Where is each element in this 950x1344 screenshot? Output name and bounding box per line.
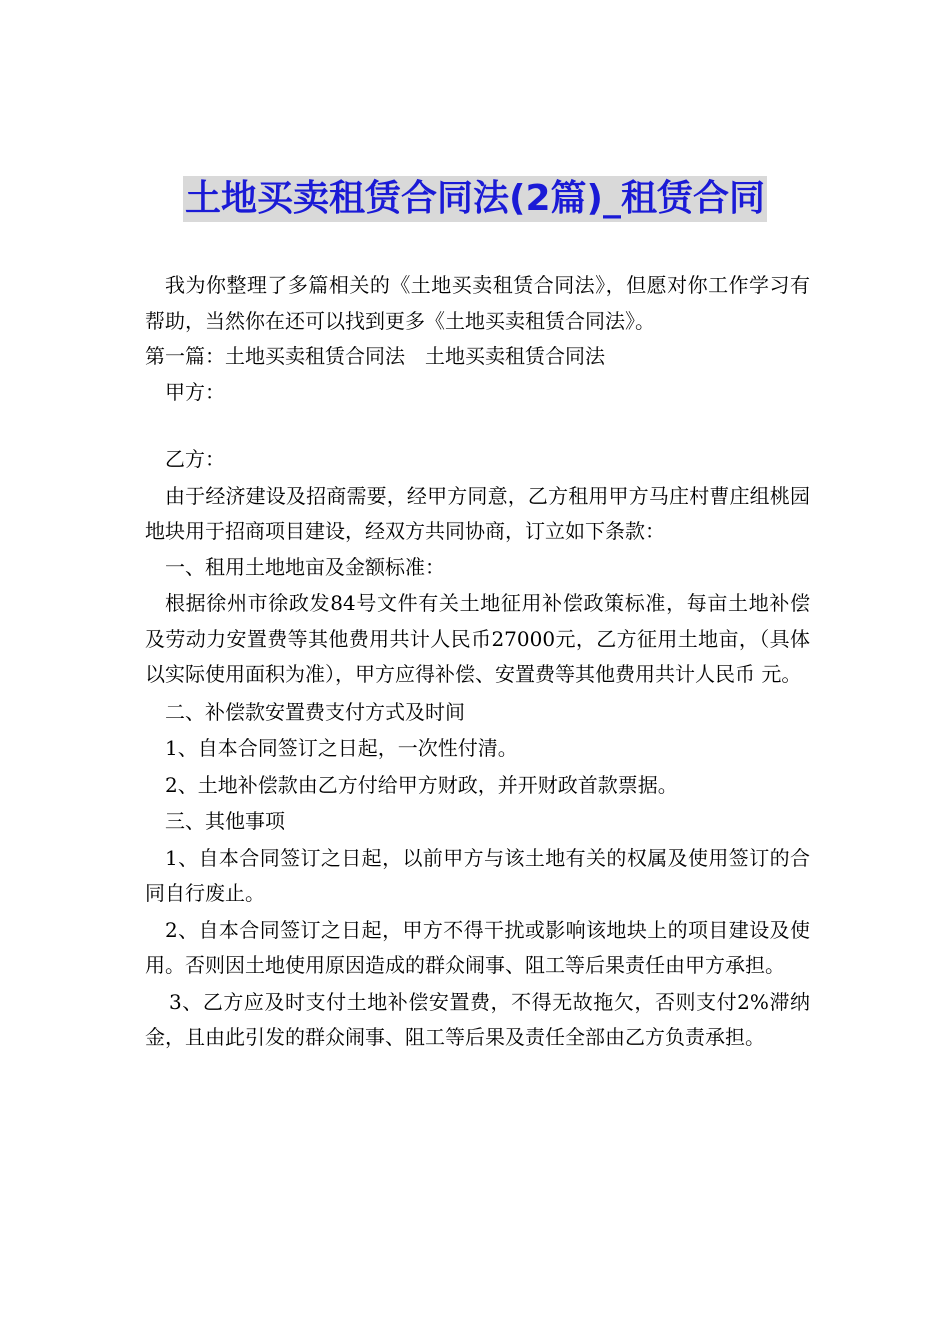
section-heading-first: 第一篇：土地买卖租赁合同法 土地买卖租赁合同法 (145, 344, 605, 368)
clause-1-body: 根据徐州市徐政发84号文件有关土地征用补偿政策标准，每亩土地补偿及劳动力安置费等其他费用共计人民币27000元，乙方征用土地亩，（具体以实际使用面积为准），甲方应得补偿、安置费等其他费用共计人民币 元。 (145, 591, 810, 686)
clause-2-item-1: 1、自本合同签订之日起，一次性付清。 (165, 736, 518, 760)
clause-heading-3: 三、其他事项 (165, 809, 285, 833)
clause-3-item-1: 1、自本合同签订之日起，以前甲方与该土地有关的权属及使用签订的合同自行废止。 (145, 845, 810, 905)
clause-2-item-2: 2、土地补偿款由乙方付给甲方财政，并开财政首款票据。 (165, 772, 678, 797)
party-b-line: 乙方： (165, 447, 225, 471)
document-title: 土地买卖租赁合同法(2篇)_租赁合同 (183, 176, 767, 222)
clause-3-item-3: 3、乙方应及时支付土地补偿安置费，不得无故拖欠，否则支付2%滞纳金，且由此引发的群众闹事、阻工等后果及责任全部由乙方负责承担。 (145, 989, 810, 1049)
preamble-paragraph: 由于经济建设及招商需要，经甲方同意，乙方租用甲方马庄村曹庄组桃园地块用于招商项目建设，经双方共同协商，订立如下条款： (145, 483, 810, 543)
title-wrap (0, 176, 950, 222)
clause-heading-1: 一、租用土地地亩及金额标准： (165, 554, 445, 579)
party-a-line: 甲方： (165, 379, 225, 404)
clause-3-item-2: 2、自本合同签订之日起，甲方不得干扰或影响该地块上的项目建设及使用。否则因土地使用原因造成的群众闹事、阻工等后果责任由甲方承担。 (145, 917, 810, 977)
clause-heading-2: 二、补偿款安置费支付方式及时间 (165, 699, 465, 724)
intro-paragraph: 我为你整理了多篇相关的《土地买卖租赁合同法》，但愿对你工作学习有帮助，当然你在还可以找到更多《土地买卖租赁合同法》。 (145, 273, 810, 333)
document-body (145, 268, 810, 1056)
